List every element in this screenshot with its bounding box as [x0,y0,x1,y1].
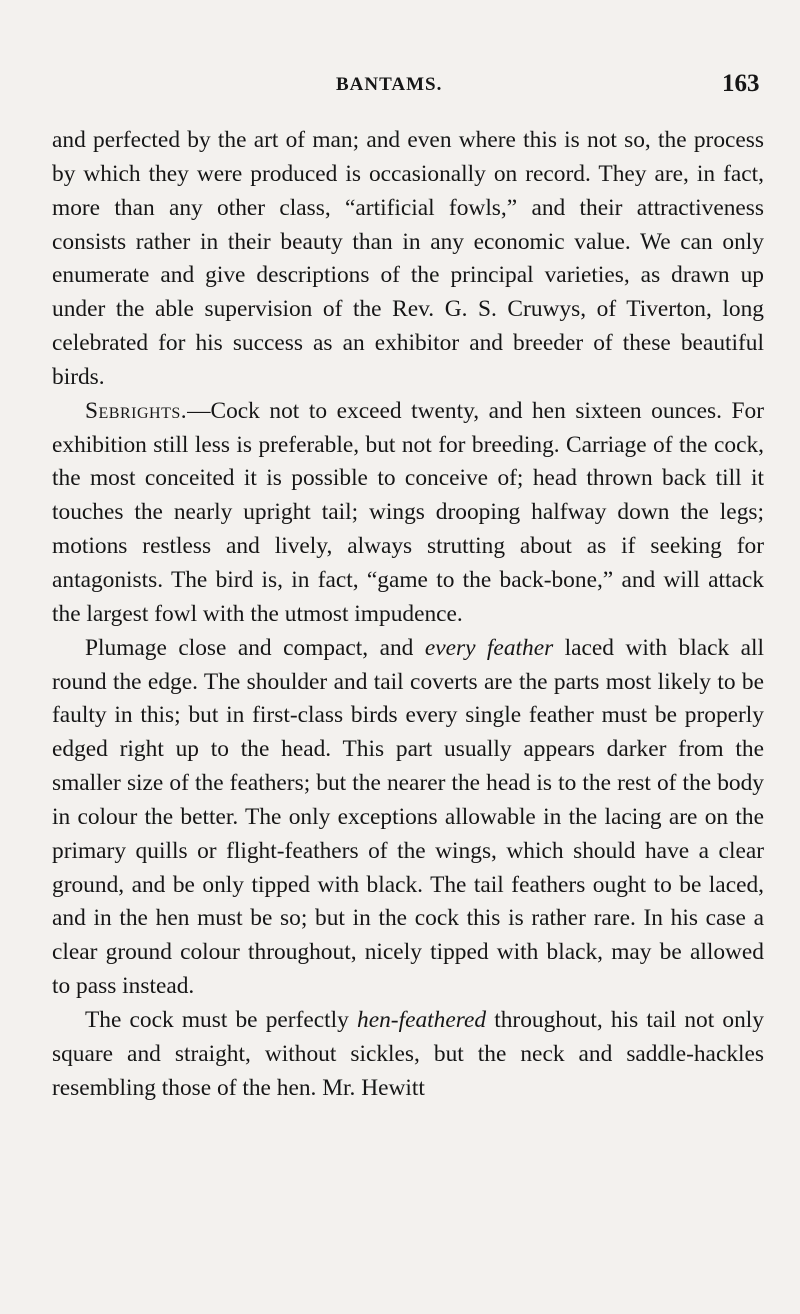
running-title: BANTAMS. [336,74,443,95]
paragraph-plumage-after: laced with black all round the edge. The shoulder and tail coverts are the parts most likely to be faulty in this; but in first-class birds every single feather must be properly edged right up to the head. This part usually appears darker from the smaller size of the feathers; but the nearer the head is to the rest of the body in colour the better. The only exceptions allowable in the lacing are on the primary quills or flight-feathers of the wings, which should have a clear ground, and be only tipped with black. The tail feathers ought to be laced, and in the hen must be so; but in the cock this is rather rare. In his case a clear ground colour throughout, nicely tipped with black, may be allowed to pass instead. [52,634,765,1000]
body-text [52,124,764,1105]
page-number: 163 [722,70,760,97]
paragraph-hen-feathered-after: throughout, his tail not only square and straight, without sickles, but the neck and saddle-hackles resembling those of the hen. Mr. Hewitt [52,1006,764,1101]
paragraph-plumage-before: Plumage close and compact, and [85,634,425,661]
paragraph-plumage [52,632,764,1004]
paragraph-sebrights-text: —Cock not to exceed twenty, and hen sixteen ounces. For exhibition still less is preferable, but not for breeding. Carriage of the cock, the most conceited it is possible to conceive of; head thrown back till it touches the nearly upright tail; wings drooping halfway down the legs; motions restless and lively, always strutting about as if seeking for antagonists. The bird is, in fact, “game to the back-bone,” and will attack the largest fowl with the utmost impudence. [52,397,764,627]
running-header [0,70,800,110]
paragraph-hen-feathered-emphasis: hen-feathered [357,1006,487,1033]
section-heading-sebrights: Sebrights. [85,397,188,424]
paragraph-intro-text: and perfected by the art of man; and even where this is not so, the process by which they were produced is occasionally on record. They are, in fact, more than any other class, “artificial fowls,” and their attractiveness consists rather in their beauty than in any economic value. We can only enumerate and give descriptions of the principal varieties, as drawn up under the able supervision of the Rev. G. S. Cruwys, of Tiverton, long celebrated for his success as an exhibitor and breeder of these beautiful birds. [52,127,764,390]
paragraph-hen-feathered-before: The cock must be perfectly [85,1006,358,1033]
paragraph-intro [52,124,764,395]
paragraph-sebrights [52,395,764,632]
paragraph-hen-feathered [52,1004,764,1106]
paragraph-plumage-emphasis: every feather [424,634,554,661]
